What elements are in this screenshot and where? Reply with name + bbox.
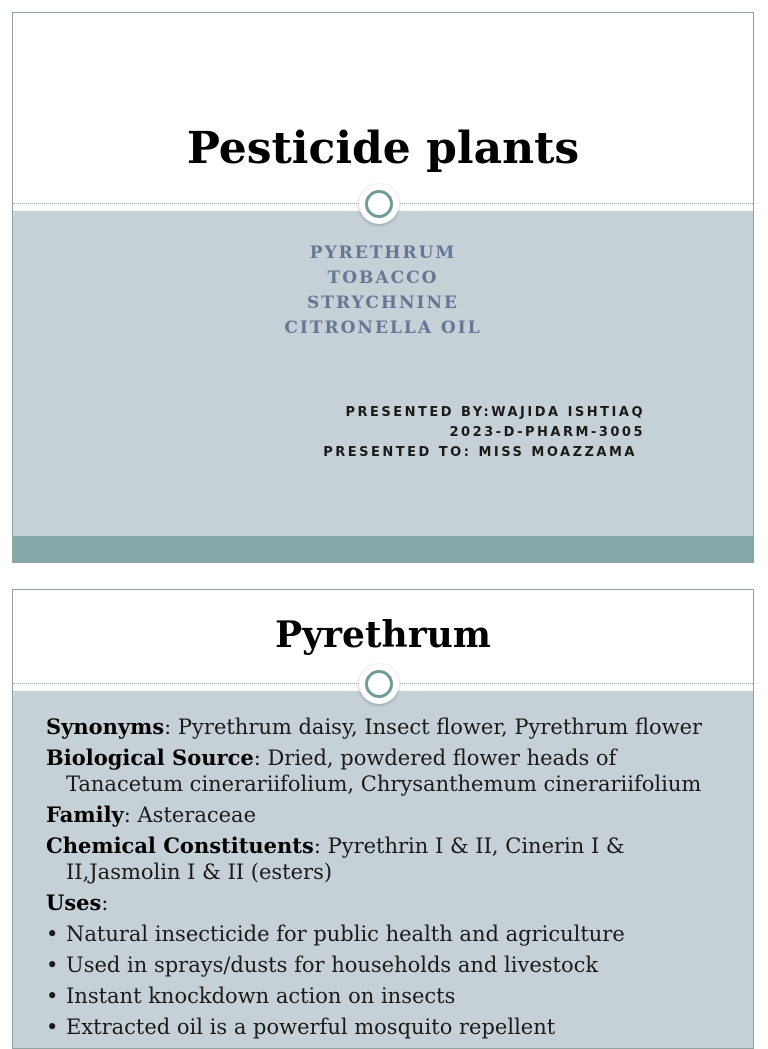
uses-item [46,890,739,916]
bullet-icon: • [46,922,59,946]
presented-by: PRESENTED BY:WAJIDA ISHTIAQ [345,405,645,420]
slide-title: Pesticide plants [186,123,580,174]
uses-colon: : [101,891,109,915]
use-bullet-item [46,1014,739,1040]
subtitle-item: PYRETHRUM [309,243,457,263]
source-item [46,745,739,797]
use-text: Natural insecticide for public health and agriculture [66,922,625,946]
subtitle-item: CITRONELLA OIL [284,318,482,338]
ring-ornament-icon [359,184,399,224]
family-label: Family [46,802,124,827]
source-value: : Dried, powdered flower heads of [253,746,617,770]
bullet-icon: • [46,1015,59,1039]
use-bullet-item [46,983,739,1009]
constituents-item [46,833,739,885]
ring-ornament-icon [359,664,399,704]
constituents-label: Chemical Constituents [46,833,314,858]
use-text: Instant knockdown action on insects [66,984,456,1008]
presented-to: PRESENTED TO: MISS MOAZZAMA [323,445,637,460]
synonyms-item [46,714,739,740]
footer-band [13,536,753,562]
slide-title: Pyrethrum [275,614,491,656]
family-value: : Asteraceae [123,803,257,827]
bullet-icon: • [46,953,59,977]
uses-label: Uses [46,890,102,915]
body-list [46,714,739,1045]
use-bullet-item [46,921,739,947]
subtitle-item: TOBACCO [327,268,439,288]
family-item [46,802,739,828]
use-text: Extracted oil is a powerful mosquito repellent [66,1015,556,1039]
slide-title-page [12,12,754,563]
source-label: Biological Source [46,745,254,770]
subtitle-item: STRYCHNINE [307,293,459,313]
title-area [13,13,753,205]
use-text: Used in sprays/dusts for households and livestock [66,953,599,977]
constituents-value: : Pyrethrin I & II, Cinerin I & [313,834,625,858]
use-bullet-item [46,952,739,978]
presenter-info [323,403,645,463]
synonyms-value: : Pyrethrum daisy, Insect flower, Pyrethrum flower [164,715,703,739]
roll-number: 2023-D-PHARM-3005 [449,425,645,440]
slide-pyrethrum [12,589,754,1049]
subtitle-list [13,241,753,341]
bullet-icon: • [46,984,59,1008]
constituents-continuation: II,Jasmolin I & II (esters) [66,860,333,884]
source-continuation: Tanacetum cinerariifolium, Chrysanthemum cinerariifolium [66,772,702,796]
synonyms-label: Synonyms [46,714,165,739]
